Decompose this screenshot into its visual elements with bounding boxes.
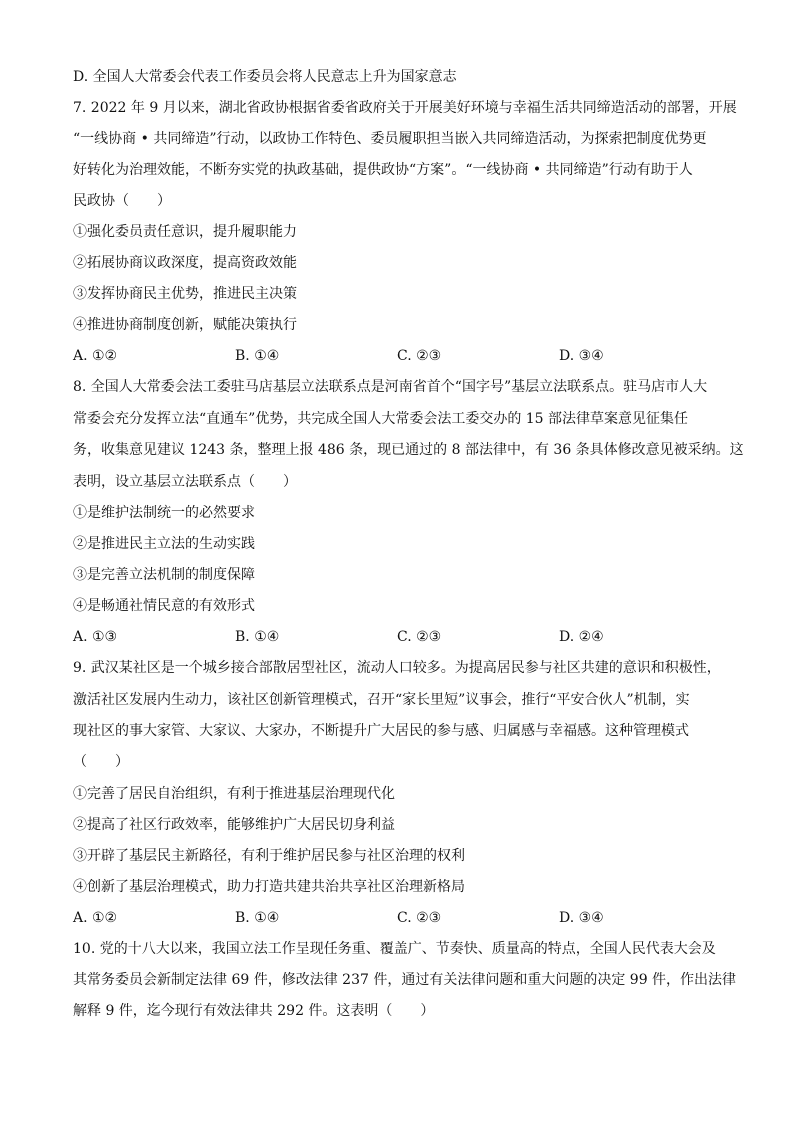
q9-option-c[interactable]: C. ②③ [397,910,442,926]
q8-stem-line-2: 常委会充分发挥立法“直通车”优势，共完成全国人大常委会法工委交办的 15 部法律草案意见征集任 [73,411,689,427]
q8-option-a[interactable]: A. ①③ [73,629,118,645]
q7-option-d[interactable]: D. ③④ [559,348,604,364]
q9-item-2: ②提高了社区行政效率，能够维护广大居民切身利益 [73,817,395,833]
q9-item-4: ④创新了基层治理模式，助力打造共建共治共享社区治理新格局 [73,879,465,895]
q7-stem-line-2: “一线协商 • 共同缔造”行动，以政协工作特色、委员履职担当嵌入共同缔造活动，为探索把制度优势更 [73,131,707,147]
q7-item-4: ④推进协商制度创新，赋能决策执行 [73,317,297,333]
q8-item-1: ①是维护法制统一的必然要求 [73,505,255,521]
q9-stem-line-4: （ ） [73,754,129,770]
q9-item-3: ③开辟了基层民主新路径，有利于维护居民参与社区治理的权利 [73,848,465,864]
q8-options [73,627,733,647]
q9-option-b[interactable]: B. ①④ [235,910,280,926]
q8-item-3: ③是完善立法机制的制度保障 [73,567,255,583]
q10-stem-line-2: 其常务委员会新制定法律 69 件，修改法律 237 件，通过有关法律问题和重大问题的决定 99 件，作出法律 [73,972,737,988]
q7-option-a[interactable]: A. ①② [73,348,118,364]
q8-stem-line-1: 8. 全国人大常委会法工委驻马店基层立法联系点是河南省首个“国字号”基层立法联系点。驻马店市人大 [73,379,708,395]
q8-option-d[interactable]: D. ②④ [559,629,604,645]
q6-option-d: D. 全国人大常委会代表工作委员会将人民意志上升为国家意志 [73,69,457,85]
q10-stem-line-1: 10. 党的十八大以来，我国立法工作呈现任务重、覆盖广、节奏快、质量高的特点，全国人民代表大会及 [73,941,716,957]
q7-item-2: ②拓展协商议政深度，提高资政效能 [73,255,297,271]
q7-item-3: ③发挥协商民主优势，推进民主决策 [73,286,297,302]
q9-option-a[interactable]: A. ①② [73,910,118,926]
q7-item-1: ①强化委员责任意识，提升履职能力 [73,224,297,240]
q8-item-4: ④是畅通社情民意的有效形式 [73,598,255,614]
q8-stem-line-4: 表明，设立基层立法联系点（ ） [73,474,297,490]
q7-option-b[interactable]: B. ①④ [235,348,280,364]
q9-item-1: ①完善了居民自治组织，有利于推进基层治理现代化 [73,786,395,802]
q8-item-2: ②是推进民主立法的生动实践 [73,536,255,552]
q9-stem-line-1: 9. 武汉某社区是一个城乡接合部散居型社区，流动人口较多。为提高居民参与社区共建的意识和积极性， [73,660,721,676]
q8-option-c[interactable]: C. ②③ [397,629,442,645]
q7-stem-line-3: 好转化为治理效能，不断夯实党的执政基础，提供政协“方案”。“一线协商 • 共同缔造”行动有助于人 [73,162,693,178]
q7-stem-line-1: 7. 2022 年 9 月以来，湖北省政协根据省委省政府关于开展美好环境与幸福生活共同缔造活动的部署，开展 [73,100,737,116]
q7-stem-line-4: 民政协（ ） [73,193,171,209]
q9-stem-line-3: 现社区的事大家管、大家议、大家办，不断提升广大居民的参与感、归属感与幸福感。这种管理模式 [73,723,689,739]
q9-stem-line-2: 激活社区发展内生动力，该社区创新管理模式，召开“家长里短”议事会，推行“平安合伙人”机制，实 [73,692,690,708]
q8-stem-line-3: 务，收集意见建议 1243 条，整理上报 486 条，现已通过的 8 部法律中，有 36 条具体修改意见被采纳。这 [73,442,744,458]
q10-stem-line-3: 解释 9 件，迄今现行有效法律共 292 件。这表明（ ） [73,1003,435,1019]
q7-options [73,346,733,366]
q9-option-d[interactable]: D. ③④ [559,910,604,926]
q8-option-b[interactable]: B. ①④ [235,629,280,645]
q9-options [73,908,733,928]
q7-option-c[interactable]: C. ②③ [397,348,442,364]
